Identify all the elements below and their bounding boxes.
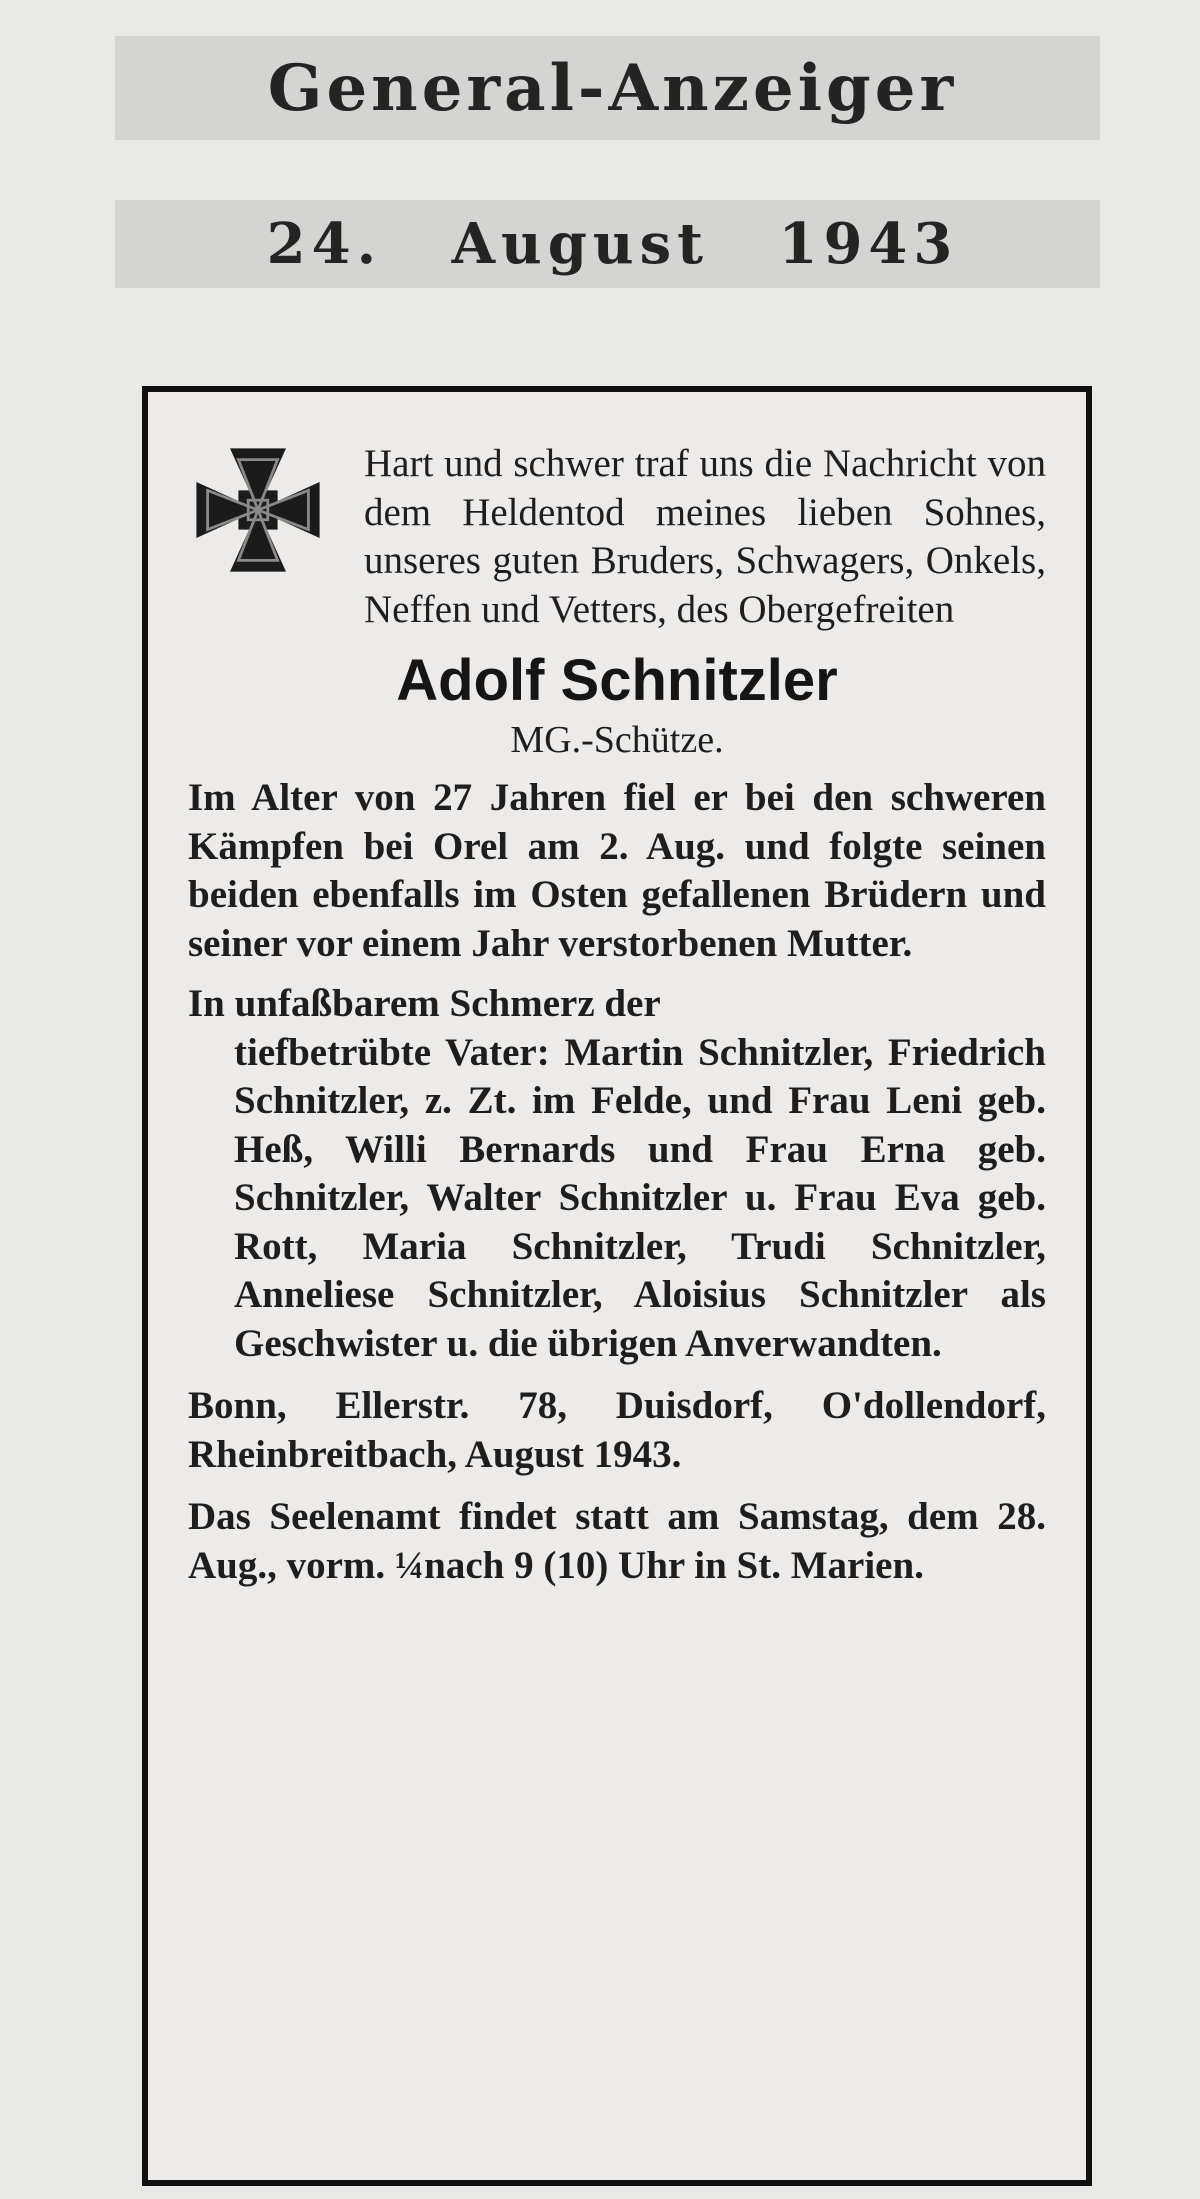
death-details: Im Alter von 27 Jahren fiel er bei den schweren Kämpfen bei Orel am 2. Aug. und folgte seinen beiden ebenfalls im Osten gefallenen Brüdern und seiner vor einem Jahr verstorbenen Mutter.: [188, 776, 1046, 965]
masthead-title: General-Anzeiger: [267, 50, 958, 126]
mourners: [188, 980, 1046, 1368]
publication-date: 24. August 1943: [266, 211, 959, 277]
service-details: Das Seelenamt findet statt am Samstag, dem 28. Aug., vorm. ¼nach 9 (10) Uhr in St. Marien.: [188, 1495, 1046, 1587]
mourners-list: tiefbetrübte Vater: Martin Schnitzler, Friedrich Schnitzler, z. Zt. im Felde, und Frau Leni geb. Heß, Willi Bernards und Frau Erna geb. Schnitzler, Walter Schnitzler u. Frau Eva geb. Rott, Maria Schnitzler, Trudi Schnitzler, Anneliese Schnitzler, Aloisius Schnitzler als Geschwister u. die übrigen Anverwandten.: [234, 1030, 1046, 1365]
obituary-intro: [188, 440, 1046, 634]
mourners-lead: In unfaßbarem Schmerz der: [188, 982, 661, 1025]
obituary-notice: [142, 386, 1092, 2186]
intro-text: Hart und schwer traf uns die Nachricht von dem Heldentod meines lieben Sohnes, unseres guten Bruders, Schwagers, Onkels, Neffen und Vetters, des Obergefreiten: [364, 442, 1046, 631]
masthead-band: [115, 36, 1100, 140]
deceased-rank: MG.-Schütze.: [510, 719, 724, 761]
date-band: [115, 200, 1100, 288]
places-and-date: Bonn, Ellerstr. 78, Duisdorf, O'dollendorf, Rheinbreitbach, August 1943.: [188, 1384, 1046, 1476]
obituary-body: [188, 440, 1046, 2150]
iron-cross-icon: [188, 440, 328, 580]
deceased-name: Adolf Schnitzler: [396, 648, 838, 713]
